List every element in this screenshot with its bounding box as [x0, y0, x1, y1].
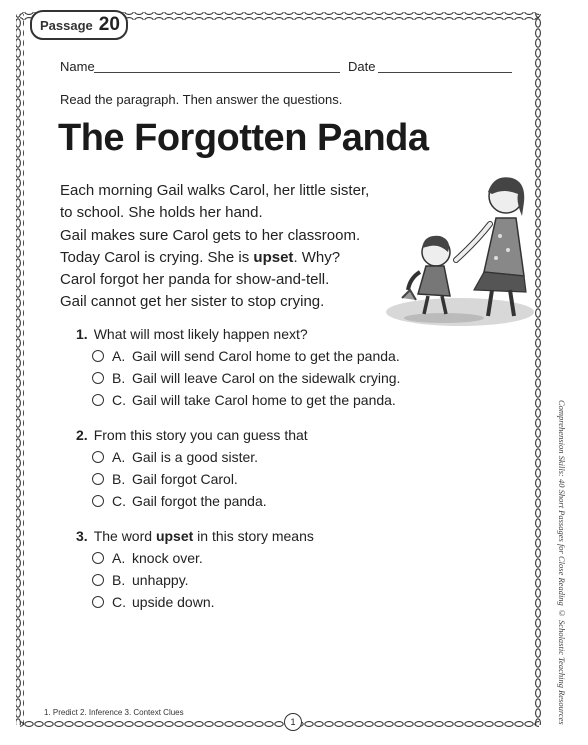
date-field[interactable] — [378, 72, 512, 73]
passage-badge — [30, 10, 128, 40]
q3-option-b[interactable]: B. unhappy. — [92, 572, 189, 588]
keyword-upset: upset — [253, 248, 294, 266]
q1-option-b[interactable]: B. Gail will leave Carol on the sidewalk crying. — [92, 370, 400, 386]
sisters-illustration — [384, 172, 536, 332]
story-line: Today Carol is crying. She is upset. Why? — [60, 248, 341, 266]
passage-number: 20 — [98, 14, 120, 35]
side-credit: Comprehension Skills: 40 Short Passages for Close Reading © Scholastic Teaching Resources — [557, 400, 567, 725]
radio-circle-icon[interactable] — [92, 552, 104, 564]
story-line: Each morning Gail walks Carol, her little sister, — [60, 182, 370, 199]
q3-option-a[interactable]: A. knock over. — [92, 550, 203, 566]
radio-circle-icon[interactable] — [92, 350, 104, 362]
radio-circle-icon[interactable] — [92, 495, 104, 507]
name-label: Name — [60, 59, 95, 74]
story-line: Carol forgot her panda for show-and-tell. — [60, 271, 330, 289]
radio-circle-icon[interactable] — [92, 394, 104, 406]
q2-option-b[interactable]: B. Gail forgot Carol. — [92, 471, 238, 487]
page-title: The Forgotten Panda — [58, 117, 429, 159]
story-line: to school. She holds her hand. — [60, 204, 263, 222]
page-number: 1 — [284, 713, 302, 731]
radio-circle-icon[interactable] — [92, 473, 104, 485]
story-line: Gail makes sure Carol gets to her classroom. — [60, 226, 361, 244]
q2-option-a[interactable]: A. Gail is a good sister. — [92, 449, 258, 465]
name-field[interactable] — [94, 72, 340, 73]
question-3: 3. The word upset in this story means — [76, 528, 314, 544]
question-1: 1. What will most likely happen next? — [76, 326, 308, 342]
story-paragraph — [60, 180, 390, 314]
instructions: Read the paragraph. Then answer the questions. — [60, 92, 343, 107]
q3-option-c[interactable]: C. upside down. — [92, 594, 215, 610]
keyword-upset: upset — [155, 528, 194, 544]
radio-circle-icon[interactable] — [92, 451, 104, 463]
radio-circle-icon[interactable] — [92, 372, 104, 384]
passage-label: Passage — [40, 17, 93, 33]
q2-option-c[interactable]: C. Gail forgot the panda. — [92, 493, 267, 509]
q1-option-c[interactable]: C. Gail will take Carol home to get the panda. — [92, 392, 396, 408]
question-2: 2. From this story you can guess that — [76, 427, 308, 443]
story-line: Gail cannot get her sister to stop crying. — [60, 293, 325, 311]
radio-circle-icon[interactable] — [92, 574, 104, 586]
skills-footer: 1. Predict 2. Inference 3. Context Clues — [44, 708, 184, 717]
q1-option-a[interactable]: A. Gail will send Carol home to get the panda. — [92, 348, 400, 364]
date-label: Date — [348, 59, 376, 74]
radio-circle-icon[interactable] — [92, 596, 104, 608]
